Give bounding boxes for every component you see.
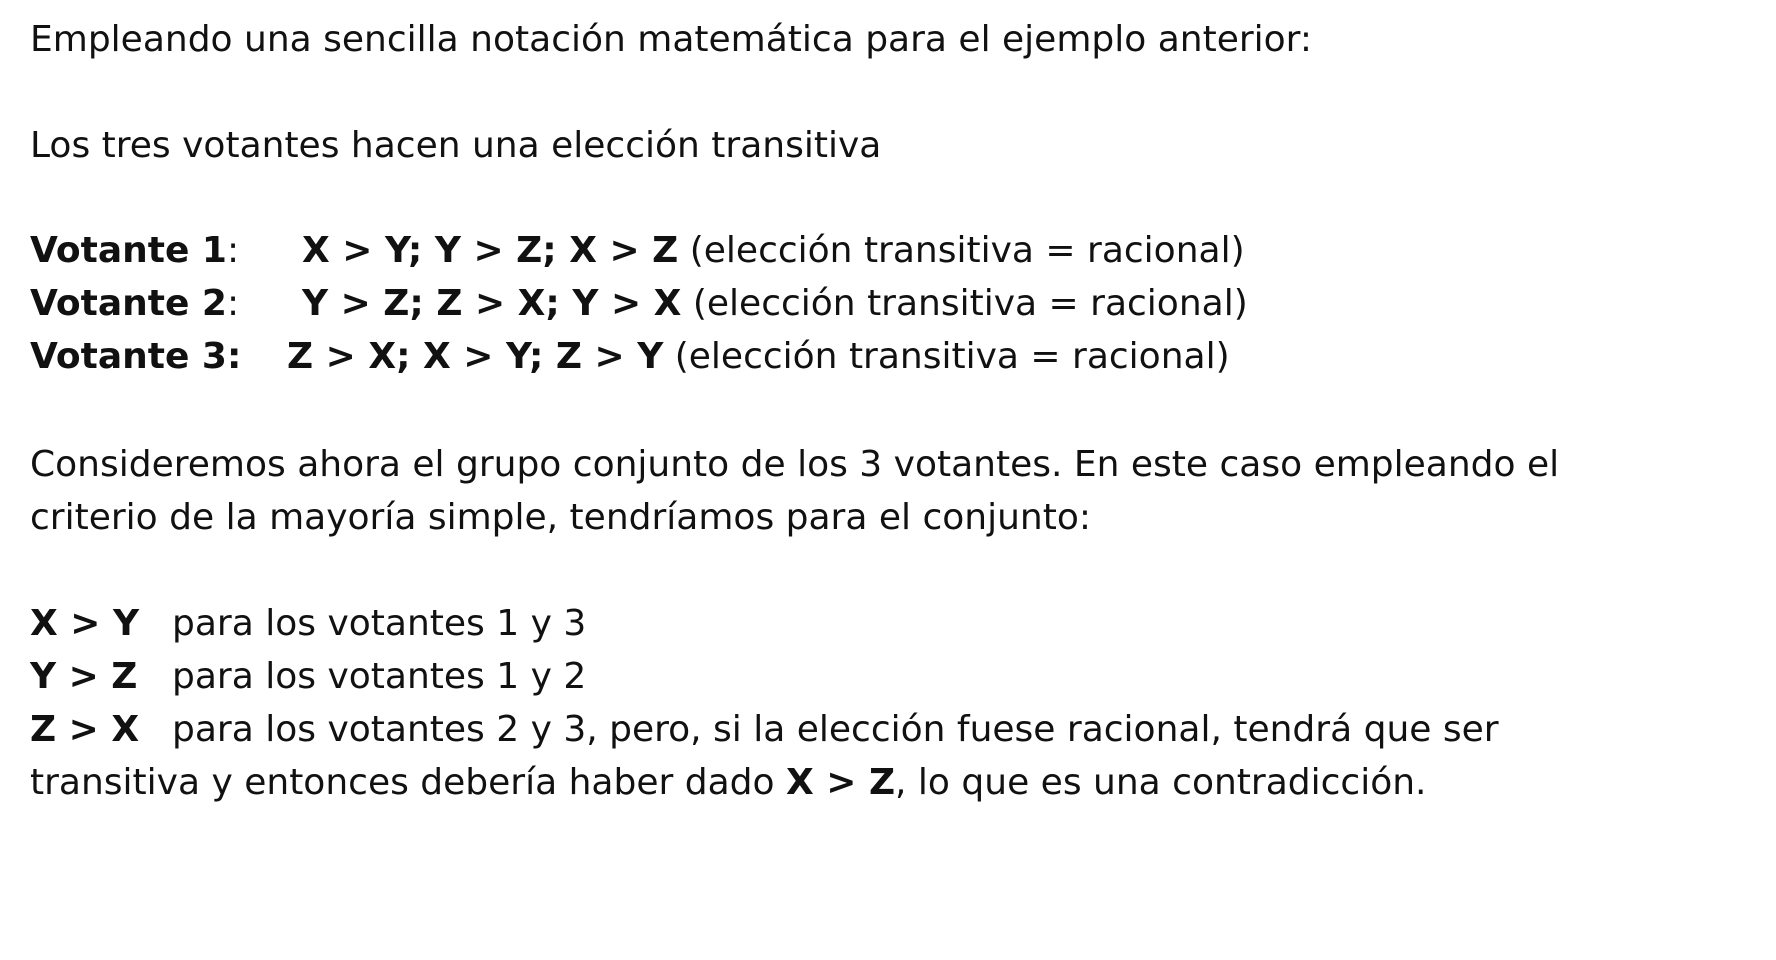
relation-label: Z > X (30, 709, 140, 750)
group-paragraph-line-1: Consideremos ahora el grupo conjunto de los 3 votantes. En este caso empleando el (30, 444, 1560, 485)
relation-text: para los votantes 1 y 2 (172, 656, 587, 697)
voter-note: (elección transitiva = racional) (663, 336, 1230, 377)
group-paragraph-line-2: criterio de la mayoría simple, tendríamos para el conjunto: (30, 497, 1091, 538)
relation-text: para los votantes 1 y 3 (172, 603, 587, 644)
voter-row-1 (30, 230, 1245, 271)
relation-row-2 (30, 656, 587, 697)
voter-label: Votante 2: (30, 283, 240, 324)
voter-order: Z > X; X > Y; Z > Y (287, 336, 664, 377)
relation-text: para los votantes 2 y 3, pero, si la elección fuese racional, tendrá que ser (172, 709, 1499, 750)
voter-note: (elección transitiva = racional) (678, 230, 1245, 271)
relation-label: Y > Z (30, 656, 138, 697)
voter-row-2 (30, 283, 1248, 324)
voter-order: Y > Z; Z > X; Y > X (302, 283, 682, 324)
voter-label: Votante 3: (30, 336, 242, 377)
relation-label: X > Y (30, 603, 140, 644)
voter-label: Votante 1: (30, 230, 240, 271)
conclusion-relation: X > Z (785, 762, 896, 803)
relation-row-3 (30, 709, 1499, 750)
intro-paragraph: Empleando una sencilla notación matemática para el ejemplo anterior: (30, 19, 1312, 60)
voter-note: (elección transitiva = racional) (681, 283, 1248, 324)
voter-order: X > Y; Y > Z; X > Z (302, 230, 679, 271)
relation-row-1 (30, 603, 587, 644)
conclusion-line (30, 762, 1427, 803)
statement-paragraph: Los tres votantes hacen una elección transitiva (30, 125, 882, 166)
conclusion-text-after: , lo que es una contradicción. (895, 762, 1427, 803)
conclusion-text-before: transitiva y entonces debería haber dado (30, 762, 786, 803)
voter-row-3 (30, 336, 1230, 377)
